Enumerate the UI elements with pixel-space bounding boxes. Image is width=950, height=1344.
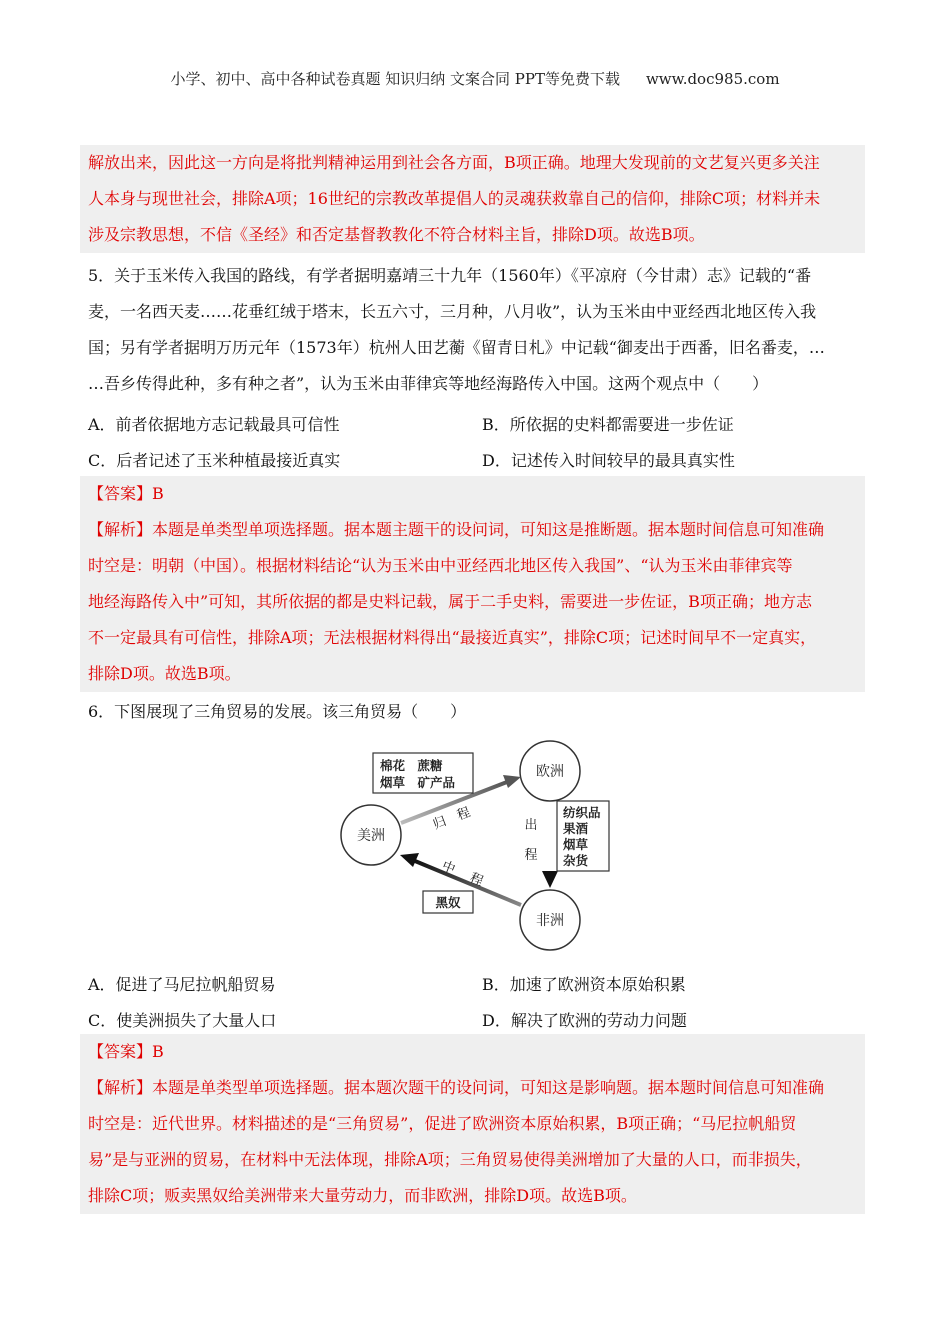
europe-label: 欧洲 <box>536 764 564 780</box>
return-leg-label-1: 归 <box>431 814 449 833</box>
africa-label: 非洲 <box>536 913 564 929</box>
q6-option-a[interactable]: A．促进了马尼拉帆船贸易 <box>88 975 276 994</box>
q5-option-b[interactable]: B．所依据的史料都需要进一步佐证 <box>482 415 734 434</box>
analysis-line: 排除D项。故选B项。 <box>88 664 241 683</box>
analysis-line: 涉及宗教思想，不信《圣经》和否定基督教教化不符合材料主旨，排除D项。故选B项。 <box>88 225 705 244</box>
prev-analysis-block <box>80 145 865 253</box>
outbound-goods-line-1: 纺织品 <box>563 805 601 820</box>
outbound-leg-label-1: 出 <box>524 818 538 833</box>
return-goods-line-2: 烟草 矿产品 <box>380 775 456 790</box>
question-6-stem <box>88 694 466 730</box>
analysis-line: 时空是：近代世界。材料描述的是“三角贸易”，促进了欧洲资本原始积累，B项正确；“马尼拉帆船贸 <box>88 1114 797 1133</box>
middle-passage-label-1: 中 <box>439 858 458 878</box>
page-header <box>0 68 950 89</box>
analysis-line: 【解析】本题是单类型单项选择题。据本题主题干的设问词，可知这是推断题。据本题时间信息可知准确 <box>88 520 825 539</box>
question-5-stem <box>88 258 825 402</box>
analysis-line: 易”是与亚洲的贸易，在材料中无法体现，排除A项；三角贸易使得美洲增加了大量的人口，而非损失， <box>88 1150 812 1169</box>
header-text: 小学、初中、高中各种试卷真题 知识归纳 文案合同 PPT等免费下载 <box>170 70 620 88</box>
outbound-leg-arrowhead <box>542 871 558 888</box>
q5-answer-block <box>80 476 865 692</box>
answer-line: 【答案】B <box>88 484 164 503</box>
q6-option-d[interactable]: D．解决了欧洲的劳动力问题 <box>482 1011 687 1030</box>
stem-line: …吾乡传得此种，多有种之者”，认为玉米由菲律宾等地经海路传入中国。这两个观点中（ ） <box>88 374 769 393</box>
middle-passage-label-2: 程 <box>467 870 486 890</box>
stem-line: 5．关于玉米传入我国的路线，有学者据明嘉靖三十九年（1560年）《平凉府（今甘肃）志》记载的“番 <box>88 266 812 285</box>
analysis-line: 人本身与现世社会，排除A项；16世纪的宗教改革提倡人的灵魂获救靠自己的信仰，排除C项；材料并未 <box>88 189 821 208</box>
triangle-trade-diagram <box>335 737 625 962</box>
outbound-goods-line-4: 杂货 <box>563 853 589 868</box>
return-leg-label-2: 程 <box>455 805 473 824</box>
q5-option-d[interactable]: D．记述传入时间较早的最具真实性 <box>482 451 735 470</box>
analysis-line: 解放出来，因此这一方向是将批判精神运用到社会各方面，B项正确。地理大发现前的文艺复兴更多关注 <box>88 153 820 172</box>
q5-option-c[interactable]: C．后者记述了玉米种植最接近真实 <box>88 451 341 470</box>
analysis-line: 不一定最具有可信性，排除A项；无法根据材料得出“最接近真实”，排除C项；记述时间早不一定真实， <box>88 628 817 647</box>
outbound-leg-label-2: 程 <box>524 848 538 863</box>
middle-goods-label: 黑奴 <box>435 895 461 910</box>
outbound-goods-line-3: 烟草 <box>563 837 589 852</box>
q5-option-a[interactable]: A．前者依据地方志记载最具可信性 <box>88 415 340 434</box>
analysis-line: 排除C项；贩卖黑奴给美洲带来大量劳动力，而非欧洲，排除D项。故选B项。 <box>88 1186 637 1205</box>
stem-line: 国；另有学者据明万历元年（1573年）杭州人田艺蘅《留青日札》中记载“御麦出于西番，旧名番麦，… <box>88 338 825 357</box>
q6-answer-block <box>80 1034 865 1214</box>
return-leg-arrowhead <box>503 775 521 788</box>
analysis-line: 时空是：明朝（中国）。根据材料结论“认为玉米由中亚经西北地区传入我国”、“认为玉米由菲律宾等 <box>88 556 793 575</box>
stem-line: 麦，一名西天麦……花垂红绒于塔末，长五六寸，三月种，八月收”，认为玉米由中亚经西北地区传入我 <box>88 302 817 321</box>
analysis-line: 地经海路传入中”可知，其所依据的都是史料记载，属于二手史料，需要进一步佐证，B项正确；地方志 <box>88 592 812 611</box>
header-url[interactable]: www.doc985.com <box>645 70 780 88</box>
stem-line: 6．下图展现了三角贸易的发展。该三角贸易（ ） <box>88 702 467 721</box>
q6-option-b[interactable]: B．加速了欧洲资本原始积累 <box>482 975 686 994</box>
america-label: 美洲 <box>357 828 385 844</box>
outbound-goods-line-2: 果酒 <box>563 821 589 836</box>
return-goods-line-1: 棉花 蔗糖 <box>380 758 443 773</box>
q6-option-c[interactable]: C．使美洲损失了大量人口 <box>88 1011 277 1030</box>
analysis-line: 【解析】本题是单类型单项选择题。据本题次题干的设问词，可知这是影响题。据本题时间信息可知准确 <box>88 1078 825 1097</box>
answer-line: 【答案】B <box>88 1042 164 1061</box>
